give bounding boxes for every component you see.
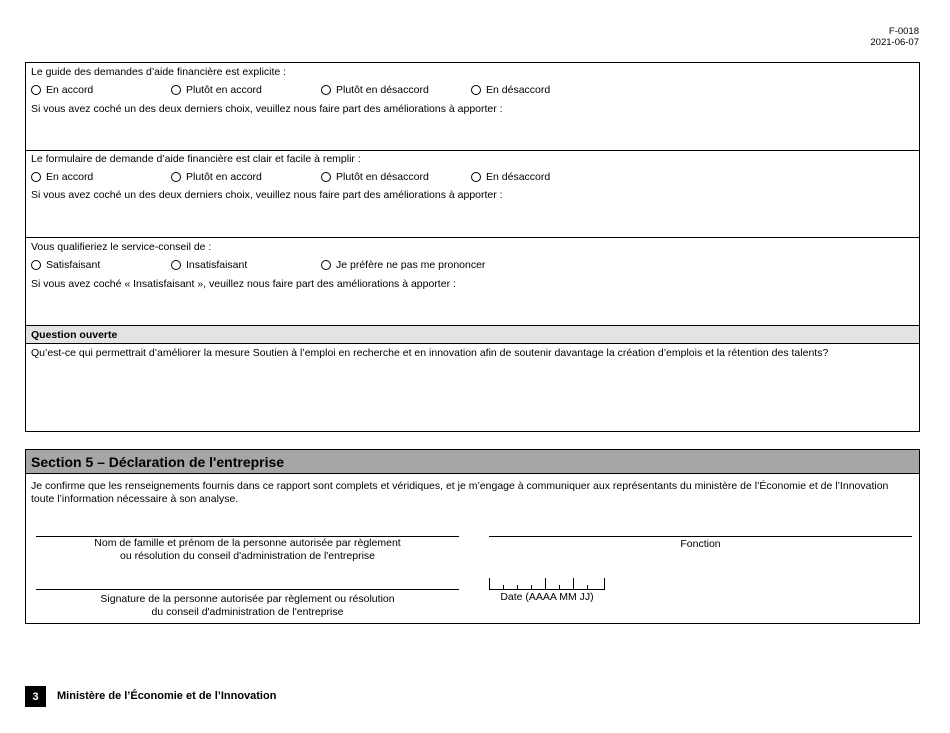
survey-questions-box [25,62,920,432]
radio-plutot-en-desaccord[interactable]: Plutôt en désaccord [321,83,429,97]
form-code: F-0018 [888,26,919,37]
radio-circle-icon[interactable] [321,260,331,270]
radio-insatisfaisant[interactable]: Insatisfaisant [171,258,247,272]
section-5-title: Section 5 – Déclaration de l'entreprise [31,454,285,470]
radio-plutot-en-accord[interactable]: Plutôt en accord [171,83,262,97]
form-date: 2021-06-07 [870,37,919,48]
radio-circle-icon[interactable] [31,260,41,270]
radio-en-accord[interactable]: En accord [31,170,93,184]
radio-circle-icon[interactable] [31,85,41,95]
radio-circle-icon[interactable] [31,172,41,182]
radio-circle-icon[interactable] [321,85,331,95]
radio-en-desaccord[interactable]: En désaccord [471,170,550,184]
radio-circle-icon[interactable] [171,85,181,95]
question-label: Le guide des demandes d’aide financière est explicite : [31,66,287,78]
radio-ne-pas-se-prononcer[interactable]: Je préfère ne pas me prononcer [321,258,485,272]
declaration-text: Je confirme que les renseignements fournis dans ce rapport sont complets et véridiques, et je m’engage à communiquer aux représentants du ministère de l’Économie et de l’Innovation toute l’information nécessaire à son analyse. [31,480,889,505]
function-line[interactable] [489,536,912,537]
name-caption: Nom de famille et prénom de la personne autorisée par règlement ou résolution du conseil d'administration de l'entreprise [94,537,401,562]
form-code-block [870,26,919,48]
date-input-ticks[interactable] [489,578,605,590]
radio-plutot-en-desaccord[interactable]: Plutôt en désaccord [321,170,429,184]
ministry-name: Ministère de l’Économie et de l’Innovation [57,690,277,702]
radio-en-accord[interactable]: En accord [31,83,93,97]
radio-circle-icon[interactable] [171,260,181,270]
function-caption: Fonction [680,538,721,550]
question-formulaire [26,151,919,238]
radio-circle-icon[interactable] [171,172,181,182]
radio-plutot-en-accord[interactable]: Plutôt en accord [171,170,262,184]
question-followup: Si vous avez coché un des deux derniers choix, veuillez nous faire part des améliorations à apporter : [31,103,503,115]
question-label: Vous qualifieriez le service-conseil de : [31,241,212,253]
signature-caption: Signature de la personne autorisée par règlement ou résolution du conseil d'administration de l'entreprise [100,593,395,618]
question-guide [26,63,919,151]
radio-circle-icon[interactable] [321,172,331,182]
section-5-header [26,450,919,474]
radio-group [31,170,919,184]
radio-circle-icon[interactable] [471,85,481,95]
section-5-declaration [25,449,920,624]
radio-satisfaisant[interactable]: Satisfaisant [31,258,100,272]
question-label: Le formulaire de demande d’aide financière est clair et facile à remplir : [31,153,361,165]
question-followup: Si vous avez coché « Insatisfaisant », veuillez nous faire part des améliorations à apporter : [31,278,456,290]
open-question-answer-area[interactable] [26,363,919,431]
radio-group [31,83,919,97]
open-question [26,325,919,431]
radio-group [31,258,919,272]
open-question-heading: Question ouverte [26,325,919,344]
page-number-badge: 3 [25,686,46,707]
radio-en-desaccord[interactable]: En désaccord [471,83,550,97]
question-service-conseil [26,238,919,326]
radio-circle-icon[interactable] [471,172,481,182]
signature-line[interactable] [36,589,459,590]
question-followup: Si vous avez coché un des deux derniers choix, veuillez nous faire part des améliorations à apporter : [31,189,503,201]
date-caption: Date (AAAA MM JJ) [500,591,594,603]
open-question-text: Qu’est-ce qui permettrait d’améliorer la mesure Soutien à l’emploi en recherche et en innovation afin de soutenir davantage la création d’emplois et la rétention des talents? [31,347,829,359]
